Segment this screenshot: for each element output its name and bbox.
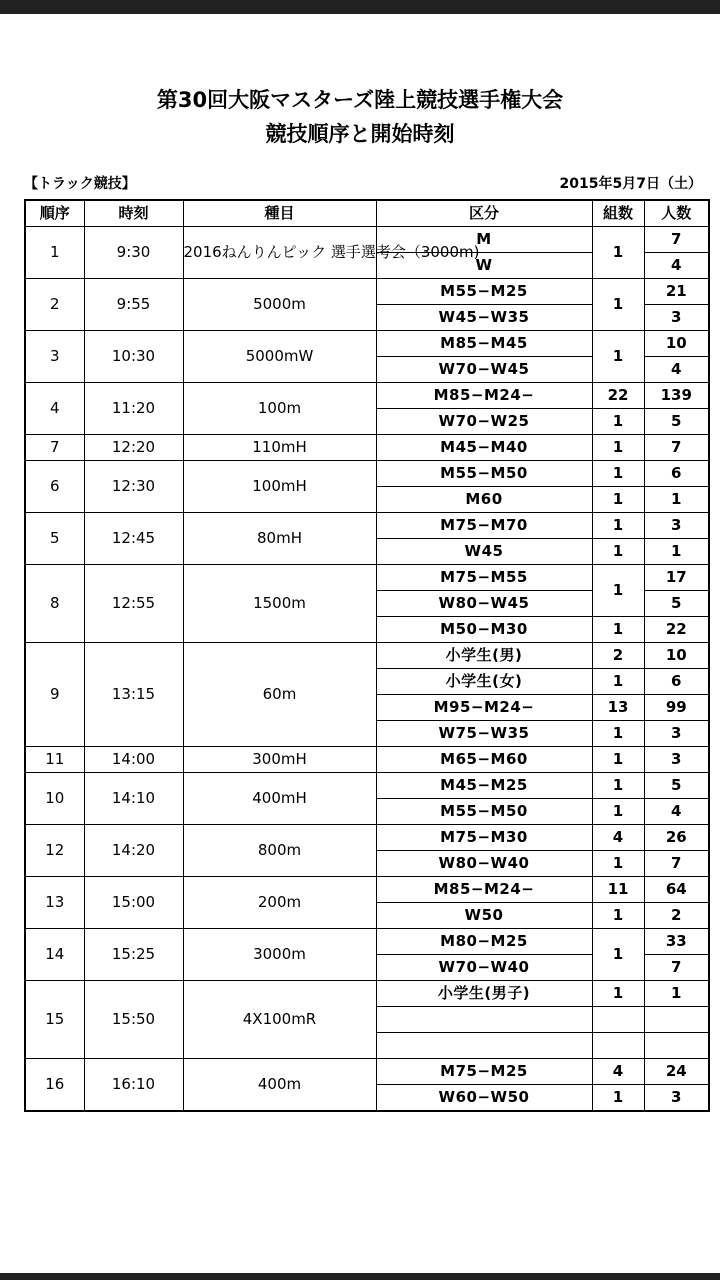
order-cell: 15	[25, 981, 84, 1059]
category-cell: M85−M24−	[376, 383, 592, 409]
category-cell: M55−M50	[376, 461, 592, 487]
people-cell: 5	[644, 409, 709, 435]
event-cell: 100m	[183, 383, 376, 435]
time-cell: 15:25	[84, 929, 183, 981]
table-row	[25, 773, 709, 799]
groups-cell: 1	[592, 903, 644, 929]
groups-cell: 1	[592, 773, 644, 799]
groups-cell: 1	[592, 1085, 644, 1112]
section-label: 【トラック競技】	[24, 176, 136, 192]
event-cell: 400mH	[183, 773, 376, 825]
time-cell: 14:10	[84, 773, 183, 825]
order-cell: 7	[25, 435, 84, 461]
time-cell: 13:15	[84, 643, 183, 747]
header-groups: 組数	[592, 200, 644, 227]
groups-cell: 1	[592, 279, 644, 331]
people-cell	[644, 1033, 709, 1059]
table-row	[25, 383, 709, 409]
groups-cell: 1	[592, 799, 644, 825]
table-header-row	[25, 200, 709, 227]
order-cell: 12	[25, 825, 84, 877]
table-row	[25, 877, 709, 903]
order-cell: 10	[25, 773, 84, 825]
schedule-body	[25, 227, 709, 1112]
category-cell: W70−W25	[376, 409, 592, 435]
groups-cell	[592, 1033, 644, 1059]
table-row	[25, 331, 709, 357]
event-cell: 300mH	[183, 747, 376, 773]
category-cell: W80−W40	[376, 851, 592, 877]
people-cell: 2	[644, 903, 709, 929]
time-cell: 11:20	[84, 383, 183, 435]
event-cell: 2016ねんりんピック 選手選考会（3000m)	[183, 227, 376, 279]
category-cell: M	[376, 227, 592, 253]
people-cell: 5	[644, 591, 709, 617]
people-cell: 3	[644, 747, 709, 773]
event-cell: 400m	[183, 1059, 376, 1112]
people-cell: 64	[644, 877, 709, 903]
event-cell: 100mH	[183, 461, 376, 513]
category-cell: W50	[376, 903, 592, 929]
event-cell: 80mH	[183, 513, 376, 565]
table-row	[25, 461, 709, 487]
category-cell: M45−M40	[376, 435, 592, 461]
groups-cell: 1	[592, 331, 644, 383]
event-cell: 60m	[183, 643, 376, 747]
document-date: 2015年5月7日（土）	[559, 176, 702, 192]
event-cell: 110mH	[183, 435, 376, 461]
people-cell: 4	[644, 799, 709, 825]
people-cell: 3	[644, 513, 709, 539]
bottom-bar	[0, 1273, 720, 1280]
order-cell: 3	[25, 331, 84, 383]
people-cell: 1	[644, 539, 709, 565]
table-row	[25, 981, 709, 1007]
schedule-table	[24, 199, 710, 1112]
groups-cell: 1	[592, 539, 644, 565]
order-cell: 13	[25, 877, 84, 929]
category-cell: W70−W40	[376, 955, 592, 981]
time-cell: 15:50	[84, 981, 183, 1059]
groups-cell: 4	[592, 825, 644, 851]
time-cell: 16:10	[84, 1059, 183, 1112]
groups-cell: 13	[592, 695, 644, 721]
people-cell: 22	[644, 617, 709, 643]
people-cell: 7	[644, 435, 709, 461]
event-cell: 5000mW	[183, 331, 376, 383]
groups-cell: 1	[592, 565, 644, 617]
time-cell: 9:55	[84, 279, 183, 331]
table-row	[25, 825, 709, 851]
category-cell: 小学生(女)	[376, 669, 592, 695]
people-cell: 7	[644, 955, 709, 981]
time-cell: 12:30	[84, 461, 183, 513]
category-cell: W80−W45	[376, 591, 592, 617]
groups-cell: 1	[592, 851, 644, 877]
category-cell	[376, 1033, 592, 1059]
category-cell: W60−W50	[376, 1085, 592, 1112]
category-cell: M45−M25	[376, 773, 592, 799]
event-cell: 5000m	[183, 279, 376, 331]
order-cell: 14	[25, 929, 84, 981]
people-cell: 3	[644, 1085, 709, 1112]
category-cell: 小学生(男子)	[376, 981, 592, 1007]
header-order: 順序	[25, 200, 84, 227]
table-row	[25, 1059, 709, 1085]
header-people: 人数	[644, 200, 709, 227]
people-cell: 24	[644, 1059, 709, 1085]
table-row	[25, 929, 709, 955]
order-cell: 1	[25, 227, 84, 279]
people-cell: 6	[644, 461, 709, 487]
people-cell: 3	[644, 305, 709, 331]
category-cell: W70−W45	[376, 357, 592, 383]
order-cell: 2	[25, 279, 84, 331]
category-cell: M75−M30	[376, 825, 592, 851]
people-cell: 10	[644, 331, 709, 357]
category-cell: 小学生(男)	[376, 643, 592, 669]
time-cell: 12:20	[84, 435, 183, 461]
people-cell: 7	[644, 227, 709, 253]
groups-cell: 1	[592, 929, 644, 981]
groups-cell: 1	[592, 227, 644, 279]
event-cell: 800m	[183, 825, 376, 877]
category-cell: M55−M50	[376, 799, 592, 825]
table-row	[25, 435, 709, 461]
people-cell: 1	[644, 487, 709, 513]
groups-cell: 1	[592, 721, 644, 747]
category-cell: W45−W35	[376, 305, 592, 331]
groups-cell: 11	[592, 877, 644, 903]
order-cell: 11	[25, 747, 84, 773]
people-cell	[644, 1007, 709, 1033]
groups-cell: 2	[592, 643, 644, 669]
order-cell: 8	[25, 565, 84, 643]
table-row	[25, 565, 709, 591]
category-cell: M50−M30	[376, 617, 592, 643]
category-cell: M60	[376, 487, 592, 513]
groups-cell: 1	[592, 435, 644, 461]
category-cell: W	[376, 253, 592, 279]
time-cell: 9:30	[84, 227, 183, 279]
people-cell: 17	[644, 565, 709, 591]
groups-cell: 4	[592, 1059, 644, 1085]
groups-cell: 1	[592, 669, 644, 695]
groups-cell: 1	[592, 747, 644, 773]
groups-cell: 22	[592, 383, 644, 409]
table-row	[25, 747, 709, 773]
category-cell: M95−M24−	[376, 695, 592, 721]
table-row	[25, 227, 709, 253]
people-cell: 5	[644, 773, 709, 799]
people-cell: 4	[644, 357, 709, 383]
people-cell: 26	[644, 825, 709, 851]
time-cell: 12:45	[84, 513, 183, 565]
category-cell: M85−M45	[376, 331, 592, 357]
people-cell: 99	[644, 695, 709, 721]
people-cell: 33	[644, 929, 709, 955]
category-cell: M75−M55	[376, 565, 592, 591]
groups-cell: 1	[592, 981, 644, 1007]
time-cell: 14:00	[84, 747, 183, 773]
category-cell: M75−M70	[376, 513, 592, 539]
people-cell: 139	[644, 383, 709, 409]
people-cell: 21	[644, 279, 709, 305]
document-title: 第30回大阪マスターズ陸上競技選手権大会	[156, 88, 564, 112]
people-cell: 3	[644, 721, 709, 747]
groups-cell: 1	[592, 513, 644, 539]
table-row	[25, 513, 709, 539]
event-cell: 200m	[183, 877, 376, 929]
category-cell: M80−M25	[376, 929, 592, 955]
people-cell: 10	[644, 643, 709, 669]
time-cell: 12:55	[84, 565, 183, 643]
top-status-bar	[0, 0, 720, 14]
groups-cell: 1	[592, 487, 644, 513]
order-cell: 6	[25, 461, 84, 513]
people-cell: 1	[644, 981, 709, 1007]
groups-cell: 1	[592, 409, 644, 435]
event-cell: 1500m	[183, 565, 376, 643]
category-cell: M85−M24−	[376, 877, 592, 903]
event-cell: 4X100mR	[183, 981, 376, 1059]
groups-cell: 1	[592, 461, 644, 487]
header-time: 時刻	[84, 200, 183, 227]
order-cell: 9	[25, 643, 84, 747]
people-cell: 7	[644, 851, 709, 877]
groups-cell: 1	[592, 617, 644, 643]
category-cell: M55−M25	[376, 279, 592, 305]
event-cell: 3000m	[183, 929, 376, 981]
category-cell: M65−M60	[376, 747, 592, 773]
order-cell: 4	[25, 383, 84, 435]
category-cell: W45	[376, 539, 592, 565]
time-cell: 15:00	[84, 877, 183, 929]
category-cell: M75−M25	[376, 1059, 592, 1085]
time-cell: 14:20	[84, 825, 183, 877]
people-cell: 6	[644, 669, 709, 695]
groups-cell	[592, 1007, 644, 1033]
document-subtitle: 競技順序と開始時刻	[265, 122, 455, 146]
category-cell: W75−W35	[376, 721, 592, 747]
category-cell	[376, 1007, 592, 1033]
header-event: 種目	[183, 200, 376, 227]
table-row	[25, 643, 709, 669]
header-category: 区分	[376, 200, 592, 227]
table-row	[25, 279, 709, 305]
people-cell: 4	[644, 253, 709, 279]
time-cell: 10:30	[84, 331, 183, 383]
order-cell: 16	[25, 1059, 84, 1112]
order-cell: 5	[25, 513, 84, 565]
